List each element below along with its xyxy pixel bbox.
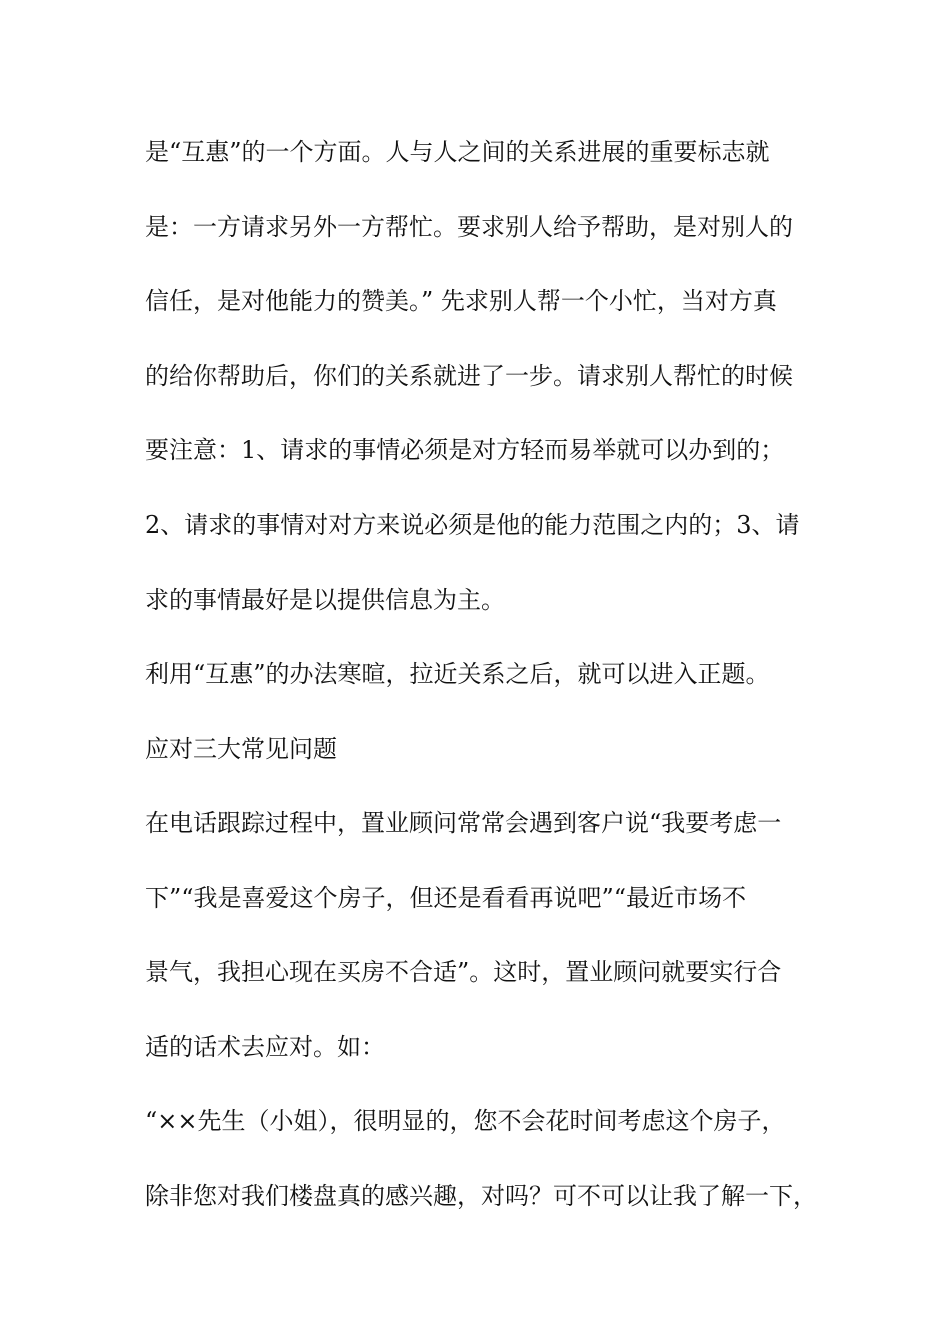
text-line: 除非您对我们楼盘真的感兴趣，对吗？可不可以让我了解一下， <box>145 1182 817 1210</box>
text-line: 景气，我担心现在买房不合适”。这时，置业顾问就要实行合 <box>145 958 782 986</box>
text-line: 下”“我是喜爱这个房子，但还是看看再说吧”“最近市场不 <box>145 884 747 912</box>
section-heading: 应对三大常见问题 <box>145 735 337 763</box>
text-line: 利用“互惠”的办法寒暄，拉近关系之后，就可以进入正题。 <box>145 660 770 688</box>
text-line: 是：一方请求另外一方帮忙。要求别人给予帮助，是对别人的 <box>145 213 793 241</box>
text-line: 在电话跟踪过程中，置业顾问常常会遇到客户说“我要考虑一 <box>145 809 782 837</box>
text-line: 适的话术去应对。如： <box>145 1033 385 1061</box>
text-line: 求的事情最好是以提供信息为主。 <box>145 586 505 614</box>
text-line: 信任，是对他能力的赞美。” 先求别人帮一个小忙，当对方真 <box>145 287 777 315</box>
text-line: 的给你帮助后，你们的关系就进了一步。请求别人帮忙的时候 <box>145 362 793 390</box>
text-line: 是“互惠”的一个方面。人与人之间的关系进展的重要标志就 <box>145 138 770 166</box>
text-line: “××先生（小姐），很明显的，您不会花时间考虑这个房子， <box>145 1107 786 1135</box>
text-line: 要注意：1、请求的事情必须是对方轻而易举就可以办到的； <box>145 436 785 464</box>
text-line: 2、请求的事情对对方来说必须是他的能力范围之内的；3、请 <box>145 511 800 539</box>
